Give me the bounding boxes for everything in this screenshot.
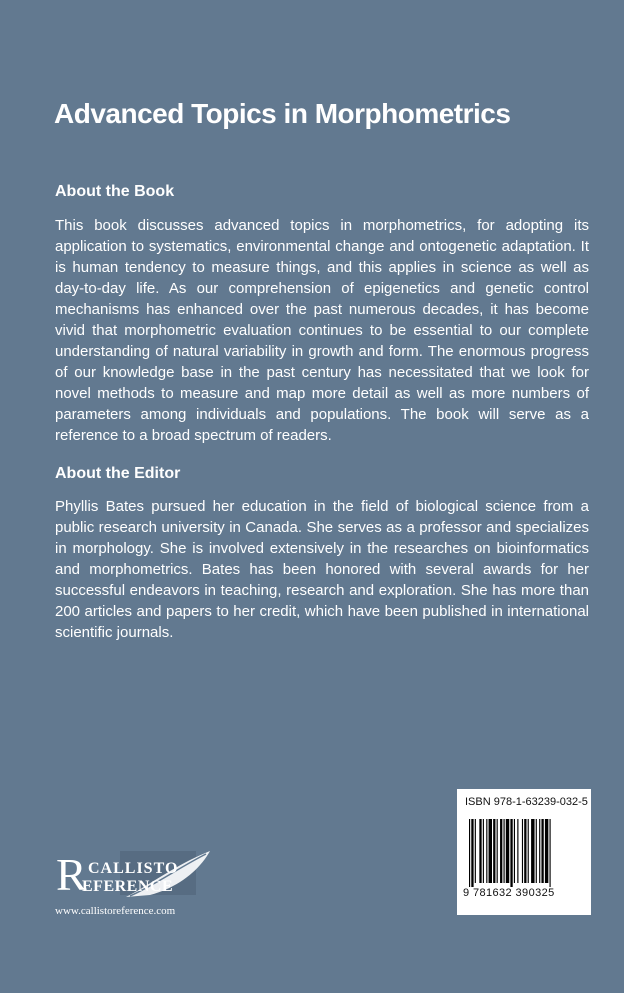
isbn-label: ISBN 978-1-63239-032-5 xyxy=(465,796,588,808)
about-editor-text: Phyllis Bates pursued her education in the field of biological science from a public research university in Canada. She serves as a professor and specializes in morphology. She is involved extensively in the researches on bioinformatics and morphometrics. Bates has been honored with several awards for her successful endeavors in teaching, research and exploration. She has more than 200 articles and papers to her credit, which have been published in international scientific journals. xyxy=(55,498,589,641)
about-book-heading: About the Book xyxy=(55,183,175,200)
barcode-digits: 9 781632 390325 xyxy=(463,887,555,899)
about-book-text: This book discusses advanced topics in morphometrics, for adopting its application to systematics, environmental change and ontogenetic adaptation. It is human tendency to measure things, and this applies in science as well as day-to-day life. As our comprehension of epigenetics and genetic control mechanisms has enhanced over the past numerous decades, it has become vivid that morphometric evaluation continues to be essential to our complete understanding of natural variability in growth and form. The enormous progress of our knowledge base in the past century has necessitated that we look for novel methods to measure and map more detail as well as more numbers of parameters among individuals and populations. The book will serve as a reference to a broad spectrum of readers. xyxy=(55,217,589,444)
barcode-icon xyxy=(469,819,581,887)
publisher-logo xyxy=(52,845,214,907)
logo-callisto: CALLISTO xyxy=(88,860,179,877)
book-title: Advanced Topics in Morphometrics xyxy=(54,98,511,129)
isbn-barcode-box xyxy=(457,789,591,915)
logo-reference: EFERENCE xyxy=(82,878,174,895)
publisher-website: www.callistoreference.com xyxy=(55,905,176,917)
logo-letter-r: R xyxy=(56,849,87,900)
about-editor-heading: About the Editor xyxy=(55,465,181,482)
